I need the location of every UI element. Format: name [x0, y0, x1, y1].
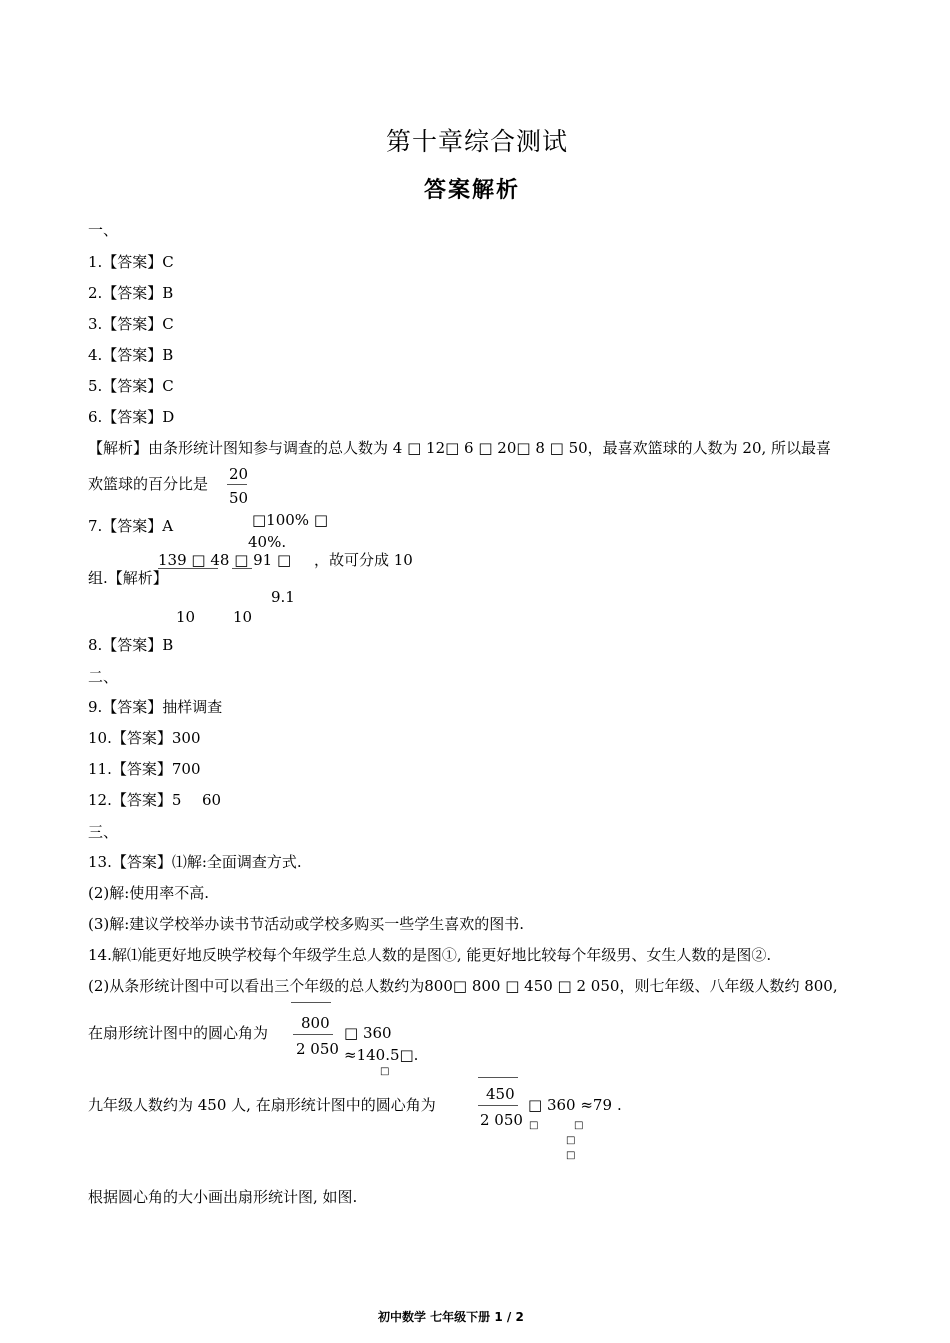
q14-small-box-1: □: [380, 1066, 390, 1077]
answer-2: 2.【答案】B: [88, 284, 174, 302]
answer-7: 7.【答案】A: [88, 517, 174, 535]
q14-angle1-top-bar: [291, 1002, 331, 1003]
section-heading-three: 三、: [88, 823, 119, 841]
q14-angle2-top-bar: [478, 1077, 518, 1078]
q7-tail: ，故可分成 10: [314, 551, 413, 569]
q14-angle2-end: .: [617, 1096, 622, 1114]
answer-12-second-value: 60: [202, 791, 222, 809]
q14-angle2-denominator: 2 050: [480, 1111, 523, 1129]
q7-fraction-bar-2: [232, 568, 252, 569]
q6-analysis-line2: 欢篮球的百分比是: [88, 475, 209, 493]
q14-angle2-multiplier: □ 360 ≈79: [528, 1096, 612, 1114]
answer-13-part2: (2)解:使用率不高.: [88, 884, 210, 902]
page-title: 第十章综合测试: [386, 127, 569, 156]
answer-14-part2: (2)从条形统计图中可以看出三个年级的总人数约为800□ 800 □ 450 □ 2 050，则七年级、八年级人数约 800,: [88, 977, 838, 995]
q14-angle2-prefix: 九年级人数约为 450 人, 在扇形统计图中的圆心角为: [88, 1096, 436, 1114]
q14-angle1-prefix: 在扇形统计图中的圆心角为: [88, 1024, 269, 1042]
q14-angle2-fraction-bar: [478, 1105, 518, 1106]
answer-8: 8.【答案】B: [88, 636, 174, 654]
answer-11: 11.【答案】700: [88, 760, 201, 778]
q6-fraction-denominator: 50: [229, 489, 249, 507]
section-heading-one: 一、: [88, 221, 119, 239]
answer-12: 12.【答案】5: [88, 791, 182, 809]
answer-5: 5.【答案】C: [88, 377, 174, 395]
page-footer: 初中数学 七年级下册 1 / 2: [378, 1310, 524, 1324]
q7-denominator-1: 10: [176, 608, 196, 626]
q7-denominator-2: 10: [233, 608, 253, 626]
q14-angle1-fraction-bar: [293, 1034, 333, 1035]
q14-angle1-multiplier: □ 360: [344, 1024, 392, 1042]
q6-analysis-line1: 【解析】由条形统计图知参与调查的总人数为 4 □ 12□ 6 □ 20□ 8 □ 50，最喜欢篮球的人数为 20, 所以最喜: [88, 439, 832, 457]
q6-percent-expression: □100% □: [252, 511, 328, 529]
q6-fraction-bar: [227, 484, 247, 485]
q14-small-box-2: □: [529, 1120, 539, 1131]
q14-angle2-numerator: 450: [486, 1085, 515, 1103]
answer-13-part3: (3)解:建议学校举办读书节活动或学校多购买一些学生喜欢的图书.: [88, 915, 525, 933]
q7-expression: 139 □ 48 □ 91 □: [158, 551, 292, 569]
answer-4: 4.【答案】B: [88, 346, 174, 364]
q14-angle1-denominator: 2 050: [296, 1040, 339, 1058]
q7-value: 9.1: [271, 588, 295, 606]
q14-conclusion: 根据圆心角的大小画出扇形统计图, 如图.: [88, 1188, 358, 1206]
answer-10: 10.【答案】300: [88, 729, 201, 747]
q14-angle1-numerator: 800: [301, 1014, 330, 1032]
answer-1: 1.【答案】C: [88, 253, 174, 271]
page-subtitle: 答案解析: [424, 178, 521, 203]
q14-small-box-4: □: [566, 1135, 576, 1146]
answer-13-part1: 13.【答案】⑴解:全面调查方式.: [88, 853, 302, 871]
answer-9: 9.【答案】抽样调查: [88, 698, 223, 716]
q14-angle1-result: ≈140.5□.: [344, 1046, 419, 1064]
q7-analysis-prefix: 组.【解析】: [88, 569, 168, 587]
q14-small-box-5: □: [566, 1150, 576, 1161]
q6-fraction-numerator: 20: [229, 465, 249, 483]
q14-small-box-3: □: [574, 1120, 584, 1131]
answer-6: 6.【答案】D: [88, 408, 175, 426]
answer-3: 3.【答案】C: [88, 315, 174, 333]
q6-percent-result: 40%.: [248, 533, 287, 551]
answer-14-part1: 14.解⑴能更好地反映学校每个年级学生总人数的是图①, 能更好地比较每个年级男、女生人数的是图②.: [88, 946, 772, 964]
section-heading-two: 二、: [88, 668, 119, 686]
